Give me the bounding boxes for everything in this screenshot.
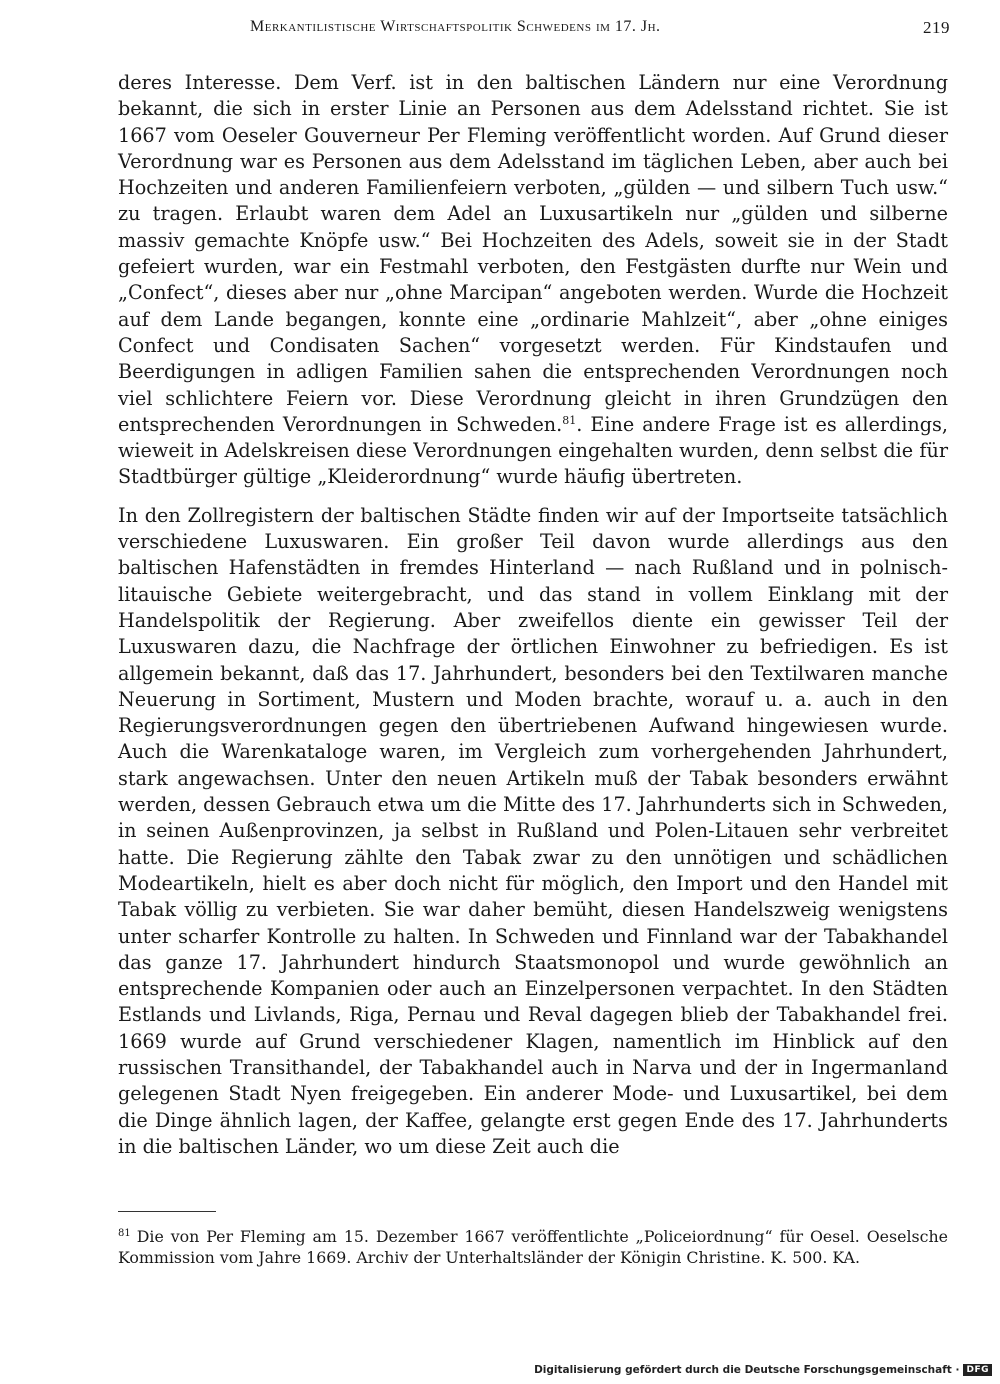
footnote-text: Die von Per Fleming am 15. Dezember 1667 veröffentlichte „Policeiordnung“ für Oesel. Oeselsche Kommission vom Jahre 1669. Archiv der Unterhaltsländer der Königin Christine. K. 500. KA. <box>118 1227 948 1267</box>
paragraph-2: In den Zollregistern der baltischen Städte finden wir auf der Importseite tatsächlich verschiedene Luxuswaren. Ein großer Teil davon wurde allerdings aus den baltischen Hafenstädten in fremdes Hinterland — nach Rußland und in polnisch-litauische Gebiete weitergebracht, und das stand in vollem Einklang mit der Handelspolitik der Regierung. Aber zweifellos diente ein gewisser Teil der Luxuswaren dazu, die Nachfrage der örtlichen Einwohner zu befriedigen. Es ist allgemein bekannt, daß das 17. Jahrhundert, besonders bei den Textilwaren manche Neuerung in Sortiment, Mustern und Moden brachte, worauf u. a. auch in den Regierungsverordnungen gegen den übertriebenen Aufwand hingewiesen wurde. Auch die Warenkataloge waren, im Vergleich zum vorhergehenden Jahrhundert, stark angewachsen. Unter den neuen Artikeln muß der Tabak besonders erwähnt werden, dessen Gebrauch etwa um die Mitte des 17. Jahrhunderts sich in Schweden, in seinen Außenprovinzen, ja selbst in Rußland und Polen-Litauen sehr verbreitet hatte. Die Regierung zählte den Tabak zwar zu den unnötigen und schädlichen Modeartikeln, hielt es aber doch nicht für möglich, den Import und den Handel mit Tabak völlig zu verbieten. Sie war daher bemüht, diesen Handelszweig wenigstens unter scharfer Kontrolle zu halten. In Schweden und Finnland war der Tabakhandel das ganze 17. Jahrhundert hindurch Staatsmonopol und wurde gewöhnlich an entsprechende Kompanien oder auch an Einzelpersonen verpachtet. In den Städten Estlands und Livlands, Riga, Pernau und Reval dagegen blieb der Tabakhandel frei. 1669 wurde auf Grund verschiedener Klagen, namentlich im Hinblick auf den russischen Transithandel, der Tabakhandel auch in Narva und der in Ingermanland gelegenen Stadt Nyen freigegeben. Ein anderer Mode- und Luxusartikel, bei dem die Dinge ähnlich lagen, der Kaffee, gelangte erst gegen Ende des 17. Jahrhunderts in die baltischen Länder, wo um diese Zeit auch die <box>118 503 948 1158</box>
paragraph-text: deres Interesse. Dem Verf. ist in den baltischen Ländern nur eine Verordnung bekannt, die sich in erster Linie an Personen aus dem Adelsstand richtet. Sie ist 1667 vom Oeseler Gouverneur Per Fleming veröffentlicht worden. Auf Grund dieser Verordnung war es Personen aus dem Adelsstand im täglichen Leben, aber auch bei Hochzeiten und anderen Familienfeiern verboten, „gülden — und silbern Tuch usw.“ zu tragen. Erlaubt waren dem Adel an Luxusartikeln nur „gülden und silberne massiv gemachte Knöpfe usw.“ Bei Hochzeiten des Adels, soweit sie in der Stadt gefeiert wurden, war ein Festmahl verboten, den Festgästen durfte nur Wein und „Confect“, dieses aber nur „ohne Marcipan“ angeboten werden. Wurde die Hochzeit auf dem Lande begangen, konnte eine „ordinarie Mahlzeit“, aber „ohne einiges Confect und Condisaten Sachen“ vorgesetzt werden. Für Kindstaufen und Beerdigungen in adligen Familien sahen die entsprechenden Verordnungen noch viel schlichtere Feiern vor. Diese Verordnung gleicht in ihren Grundzügen den entsprechenden Verordnungen in Schweden. <box>118 71 948 436</box>
paragraph-text: . Eine andere Frage ist es allerdings, wieweit in Adelskreisen diese Verordnungen eingehalten wurden, denn selbst die für Stadtbürger gültige „Kleiderordnung“ wurde häufig übertreten. <box>118 412 948 489</box>
footnote-mark: 81 <box>118 1228 131 1239</box>
page-number: 219 <box>923 18 950 37</box>
footnote-reference[interactable]: 81 <box>562 413 577 427</box>
paragraph-1 <box>118 70 948 491</box>
funding-text: Digitalisierung gefördert durch die Deutsche Forschungsgemeinschaft · <box>534 1364 960 1376</box>
footnote <box>118 1226 948 1268</box>
page-header <box>250 14 950 44</box>
running-title: Merkantilistische Wirtschaftspolitik Schwedens im 17. Jh. <box>250 18 661 35</box>
body-text <box>118 70 948 1160</box>
dfg-logo: DFG <box>963 1364 992 1376</box>
funding-note <box>534 1364 992 1376</box>
footnote-divider <box>118 1211 216 1212</box>
